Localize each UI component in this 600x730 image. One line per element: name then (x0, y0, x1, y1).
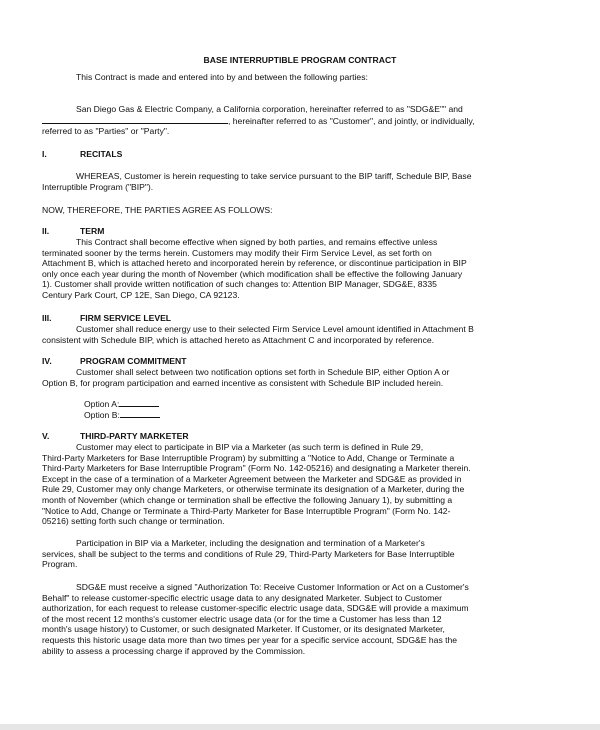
section-number: I. (42, 149, 47, 159)
text-line: Program. (42, 559, 78, 570)
section-title: RECITALS (80, 149, 123, 159)
section-heading-term (42, 226, 552, 237)
section-number: IV. (42, 356, 52, 366)
party-line-1: San Diego Gas & Electric Company, a California corporation, hereinafter referred to as "SDG&E"" and (76, 104, 463, 114)
option-b-row (84, 409, 160, 421)
intro-text: This Contract is made and entered into by and between the following parties: (76, 72, 368, 82)
marketer-paragraph-1 (42, 442, 552, 527)
program-paragraph (42, 367, 552, 388)
party-line-3: referred to as "Parties" or "Party". (42, 126, 170, 136)
section-heading-recitals (42, 149, 552, 160)
text-line: services, shall be subject to the terms and conditions of Rule 29, Third-Party Marketers for Base Interruptible (42, 548, 455, 559)
text-line: Third-Party Marketers for Base Interruptible Program" (Form No. 142-05216) and designating a Marketer therein. (42, 463, 471, 474)
section-title: PROGRAM COMMITMENT (80, 356, 187, 366)
section-heading-firm-service (42, 313, 552, 324)
text-line: Except in the case of a termination of a Marketer Agreement between the Marketer and SDG&E as provided in (42, 473, 462, 484)
option-a-label: Option A: (84, 399, 120, 409)
text-line: Rule 29, Customer may only change Marketers, or otherwise terminate its designation of a Marketer, during the (42, 484, 465, 495)
section-number: II. (42, 226, 50, 236)
text-line: Interruptible Program ("BIP"). (42, 181, 154, 192)
term-paragraph (42, 237, 552, 301)
text-line: 1). Customer shall provide written notification of such changes to: Attention BIP Manager, SDG&E, 8335 (42, 279, 437, 290)
customer-name-blank[interactable] (42, 115, 228, 124)
text-line: only once each year during the month of November (which modification shall be effective the following January (42, 268, 463, 279)
recitals-paragraph (42, 171, 552, 192)
section-heading-marketer (42, 431, 552, 442)
section-number: V. (42, 431, 50, 441)
section-title: FIRM SERVICE LEVEL (80, 313, 172, 323)
text-line: of the most recent 12 months's customer electric usage data (or for the time a Customer has less than 12 (42, 613, 442, 624)
section-title: TERM (80, 226, 105, 236)
section-heading-program (42, 356, 552, 367)
text-line: This Contract shall become effective when signed by both parties, and remains effective unless (76, 237, 438, 247)
text-line: "Notice to Add, Change or Terminate a Third-Party Marketer for Base Interruptible Program" (Form No. 142- (42, 505, 451, 516)
party-line-2: , hereinafter referred to as "Customer", and jointly, or individually, (228, 116, 475, 126)
contract-title: BASE INTERRUPTIBLE PROGRAM CONTRACT (203, 55, 397, 65)
firm-service-paragraph (42, 324, 552, 345)
section-title: THIRD-PARTY MARKETER (80, 431, 189, 441)
text-line: Behalf" to release customer-specific electric usage data to any designated Marketer. Subject to Customer (42, 592, 442, 603)
text-line: Customer shall reduce energy use to their selected Firm Service Level amount identified in Attachment B (76, 324, 474, 334)
option-b-label: Option B: (84, 410, 120, 420)
text-line: 05216) setting forth such change or termination. (42, 516, 225, 527)
now-therefore: NOW, THEREFORE, THE PARTIES AGREE AS FOLLOWS: (42, 205, 273, 215)
party-line-2-row (42, 115, 552, 127)
text-line: consistent with Schedule BIP, which is attached hereto as Attachment C and incorporated by reference. (42, 334, 435, 345)
text-line: month's usage history) to Customer, or such designated Marketer. If Customer, or its designated Marketer, (42, 624, 445, 635)
text-line: SDG&E must receive a signed "Authorization To: Receive Customer Information or Act on a Customer's (76, 582, 469, 592)
option-a-row (84, 398, 159, 410)
page-bottom-edge (0, 724, 600, 730)
text-line: Customer shall select between two notification options set forth in Schedule BIP, either Option A or (76, 367, 450, 377)
option-a-blank[interactable] (119, 398, 159, 407)
text-line: terminated sooner by the terms herein. Customers may modify their Firm Service Level, as set forth on (42, 247, 432, 258)
text-line: Participation in BIP via a Marketer, including the designation and termination of a Marketer's (76, 538, 425, 548)
option-b-blank[interactable] (120, 409, 160, 418)
text-line: Century Park Court, CP 12E, San Diego, CA 92123. (42, 289, 240, 300)
section-number: III. (42, 313, 52, 323)
text-line: Attachment B, which is attached hereto and incorporated herein by reference, or discontinue participation in BIP (42, 258, 467, 269)
text-line: ability to assess a processing charge if approved by the Commission. (42, 645, 306, 656)
text-line: Option B, for program participation and earned incentive as consistent with Schedule BIP included herein. (42, 377, 444, 388)
marketer-paragraph-3 (42, 582, 552, 656)
text-line: authorization, for each request to release customer-specific electric usage data, SDG&E will provide a maximum (42, 603, 469, 614)
text-line: WHEREAS, Customer is herein requesting to take service pursuant to the BIP tariff, Schedule BIP, Base (76, 171, 472, 181)
text-line: requests this historic usage data more than two times per year for a specific service account, SDG&E has the (42, 634, 458, 645)
marketer-paragraph-2 (42, 538, 552, 570)
text-line: month of November (which change or termination shall be effective the following January 1), by submitting a (42, 494, 453, 505)
text-line: Third-Party Marketers for Base Interruptible Program) by submitting a "Notice to Add, Change or Terminate a (42, 452, 455, 463)
text-line: Customer may elect to participate in BIP via a Marketer (as such term is defined in Rule 29, (76, 442, 424, 452)
